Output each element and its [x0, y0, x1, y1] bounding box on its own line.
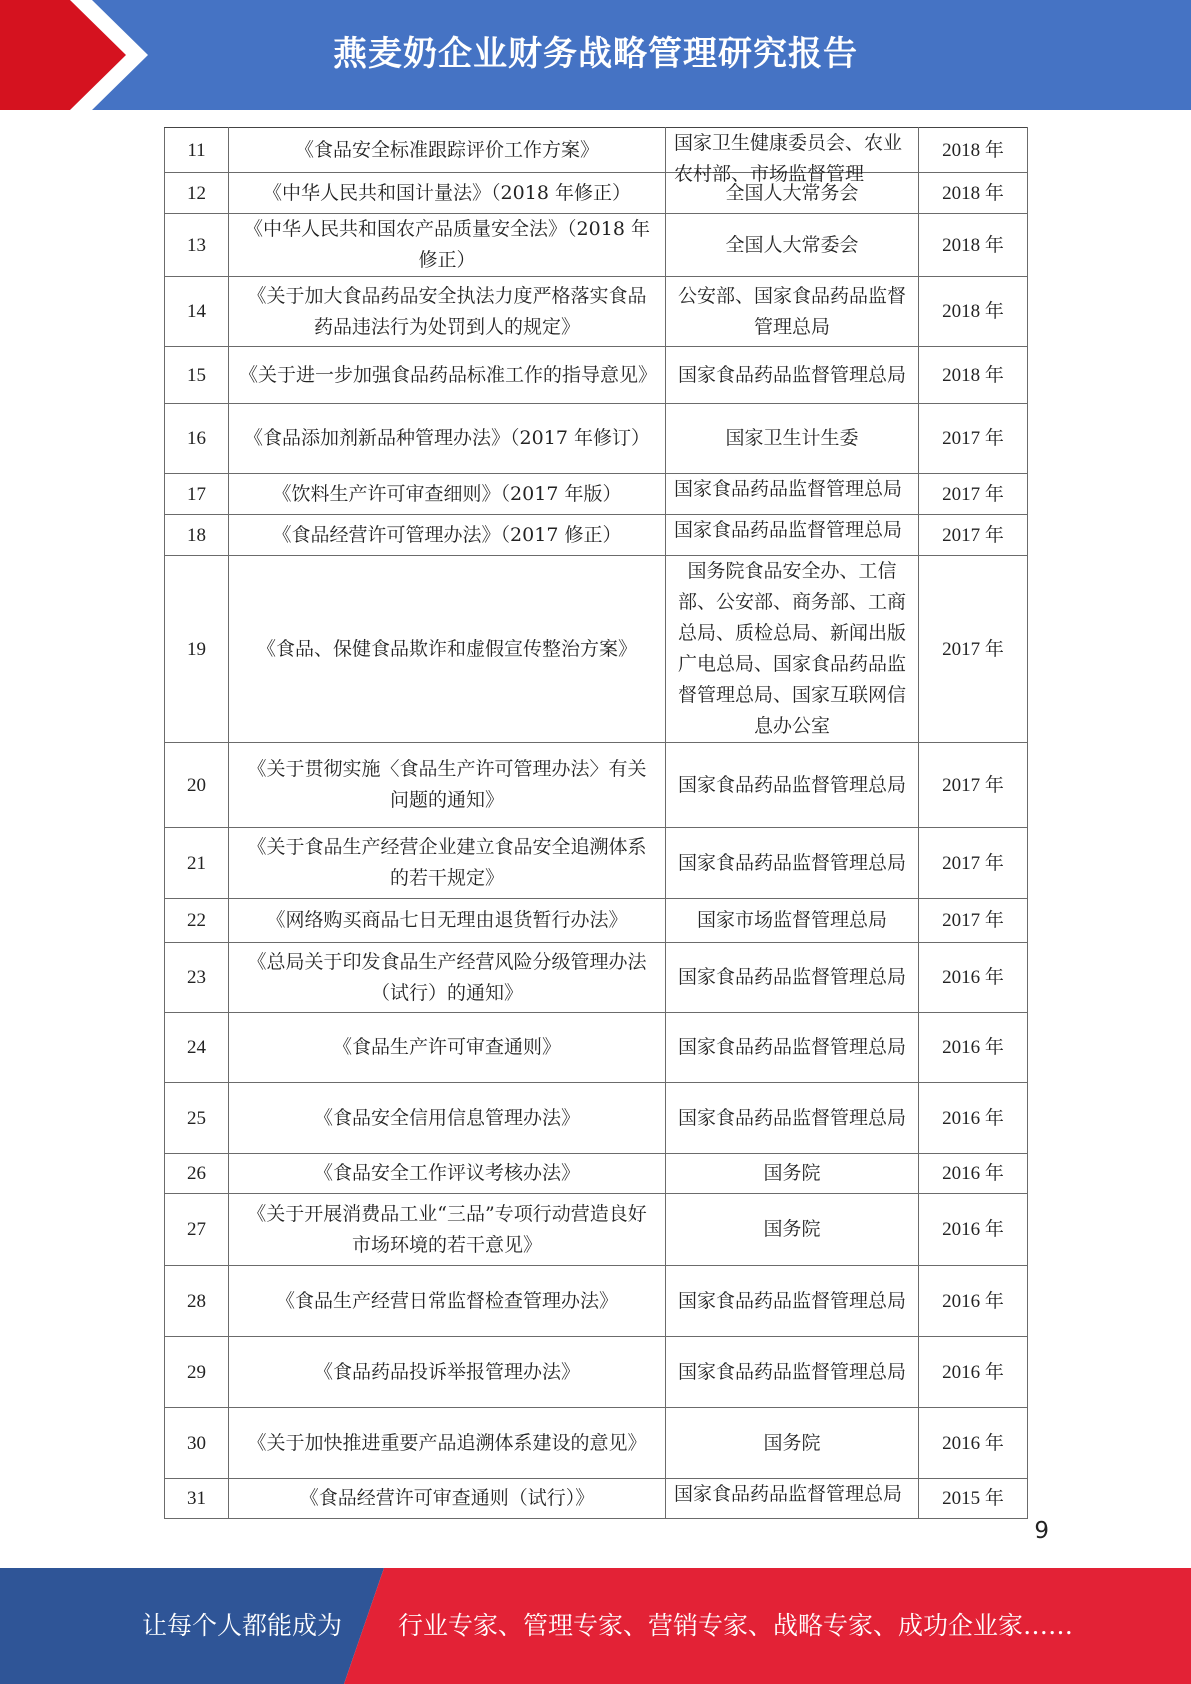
- table-row: [165, 347, 1028, 404]
- regulation-name: 《关于食品生产经营企业建立食品安全追溯体系的若干规定》: [229, 828, 666, 899]
- table-row: [165, 828, 1028, 899]
- header-banner: [0, 0, 1191, 110]
- regulation-name: 《关于进一步加强食品药品标准工作的指导意见》: [229, 347, 666, 404]
- regulation-name: 《食品生产许可审查通则》: [229, 1013, 666, 1083]
- footer-banner: [0, 1568, 1191, 1684]
- table-row: [165, 556, 1028, 743]
- issuing-authority-text: 国家食品药品监督管理总局: [674, 478, 903, 500]
- table-row: [165, 404, 1028, 474]
- issuing-authority: 国家食品药品监督管理总局: [666, 1083, 919, 1154]
- table-row: [165, 1194, 1028, 1266]
- issue-year: 2018 年: [919, 277, 1028, 347]
- table-row: [165, 743, 1028, 828]
- issuing-authority: [666, 474, 919, 515]
- footer-slogan-right: 行业专家、管理专家、营销专家、战略专家、成功企业家……: [398, 1611, 1074, 1640]
- issuing-authority: 国家食品药品监督管理总局: [666, 1266, 919, 1337]
- row-number: 31: [165, 1479, 229, 1519]
- issuing-authority: 国务院: [666, 1154, 919, 1194]
- regulation-name: 《食品生产经营日常监督检查管理办法》: [229, 1266, 666, 1337]
- issue-year: 2016 年: [919, 1408, 1028, 1479]
- regulation-name: 《食品、保健食品欺诈和虚假宣传整治方案》: [229, 556, 666, 743]
- issue-year: 2016 年: [919, 1013, 1028, 1083]
- page-number: 9: [1034, 1518, 1049, 1544]
- issue-year: 2017 年: [919, 474, 1028, 515]
- row-number: 26: [165, 1154, 229, 1194]
- issue-year: 2016 年: [919, 1154, 1028, 1194]
- issuing-authority-text: 国家卫生健康委员会、农业农村部、市场监督管理: [674, 132, 903, 185]
- row-number: 14: [165, 277, 229, 347]
- row-number: 28: [165, 1266, 229, 1337]
- table-row: [165, 1154, 1028, 1194]
- issue-year: 2017 年: [919, 556, 1028, 743]
- table-row: [165, 1479, 1028, 1519]
- issuing-authority: 国务院: [666, 1194, 919, 1266]
- issue-year: 2017 年: [919, 828, 1028, 899]
- issuing-authority: 国家食品药品监督管理总局: [666, 347, 919, 404]
- issue-year: 2017 年: [919, 899, 1028, 943]
- row-number: 19: [165, 556, 229, 743]
- regulation-name: 《中华人民共和国计量法》（2018 年修正）: [229, 173, 666, 214]
- table-row: [165, 1083, 1028, 1154]
- table-row: [165, 128, 1028, 173]
- regulation-name: 《中华人民共和国农产品质量安全法》（2018 年修正）: [229, 214, 666, 277]
- regulation-name: 《食品经营许可管理办法》（2017 修正）: [229, 515, 666, 556]
- row-number: 27: [165, 1194, 229, 1266]
- table-row: [165, 899, 1028, 943]
- issue-year: 2017 年: [919, 515, 1028, 556]
- table-row: [165, 277, 1028, 347]
- row-number: 22: [165, 899, 229, 943]
- row-number: 17: [165, 474, 229, 515]
- issue-year: 2016 年: [919, 1266, 1028, 1337]
- row-number: 15: [165, 347, 229, 404]
- issuing-authority: 全国人大常委会: [666, 214, 919, 277]
- row-number: 25: [165, 1083, 229, 1154]
- table-row: [165, 943, 1028, 1013]
- row-number: 18: [165, 515, 229, 556]
- row-number: 23: [165, 943, 229, 1013]
- table-row: [165, 515, 1028, 556]
- issuing-authority: 国家食品药品监督管理总局: [666, 828, 919, 899]
- table-row: [165, 214, 1028, 277]
- row-number: 24: [165, 1013, 229, 1083]
- table-row: [165, 1266, 1028, 1337]
- issuing-authority: 国家食品药品监督管理总局: [666, 1013, 919, 1083]
- issue-year: 2015 年: [919, 1479, 1028, 1519]
- row-number: 12: [165, 173, 229, 214]
- issuing-authority: [666, 1479, 919, 1519]
- issue-year: 2018 年: [919, 128, 1028, 173]
- issuing-authority: 国家卫生计生委: [666, 404, 919, 474]
- issue-year: 2018 年: [919, 214, 1028, 277]
- row-number: 29: [165, 1337, 229, 1408]
- regulation-name: 《关于加快推进重要产品追溯体系建设的意见》: [229, 1408, 666, 1479]
- document-title: 燕麦奶企业财务战略管理研究报告: [333, 34, 858, 74]
- issuing-authority: 全国人大常务会: [666, 173, 919, 214]
- issuing-authority: 公安部、国家食品药品监督管理总局: [666, 277, 919, 347]
- issue-year: 2018 年: [919, 173, 1028, 214]
- issuing-authority: 国务院: [666, 1408, 919, 1479]
- issue-year: 2016 年: [919, 943, 1028, 1013]
- regulation-name: 《总局关于印发食品生产经营风险分级管理办法（试行）的通知》: [229, 943, 666, 1013]
- regulation-name: 《饮料生产许可审查细则》（2017 年版）: [229, 474, 666, 515]
- row-number: 11: [165, 128, 229, 173]
- table-row: [165, 173, 1028, 214]
- issuing-authority: 国家食品药品监督管理总局: [666, 1337, 919, 1408]
- regulation-name: 《关于贯彻实施〈食品生产许可管理办法〉有关问题的通知》: [229, 743, 666, 828]
- issuing-authority-text: 国家食品药品监督管理总局: [674, 519, 903, 541]
- issue-year: 2018 年: [919, 347, 1028, 404]
- issuing-authority: 国务院食品安全办、工信部、公安部、商务部、工商总局、质检总局、新闻出版广电总局、国家食品药品监督管理总局、国家互联网信息办公室: [666, 556, 919, 743]
- regulation-name: 《食品药品投诉举报管理办法》: [229, 1337, 666, 1408]
- footer-slogan-left: 让每个人都能成为: [142, 1611, 343, 1640]
- issue-year: 2016 年: [919, 1194, 1028, 1266]
- row-number: 13: [165, 214, 229, 277]
- issuing-authority: [666, 128, 919, 185]
- issuing-authority: 国家食品药品监督管理总局: [666, 743, 919, 828]
- regulation-name: 《关于开展消费品工业“三品”专项行动营造良好市场环境的若干意见》: [229, 1194, 666, 1266]
- table-row: [165, 1013, 1028, 1083]
- table-row: [165, 474, 1028, 515]
- table-row: [165, 1337, 1028, 1408]
- issue-year: 2017 年: [919, 743, 1028, 828]
- table-row: [165, 1408, 1028, 1479]
- regulation-name: 《食品安全标准跟踪评价工作方案》: [229, 128, 666, 173]
- row-number: 30: [165, 1408, 229, 1479]
- regulation-name: 《网络购买商品七日无理由退货暂行办法》: [229, 899, 666, 943]
- issue-year: 2016 年: [919, 1083, 1028, 1154]
- regulations-table: [164, 127, 1028, 1519]
- row-number: 20: [165, 743, 229, 828]
- issuing-authority-text: 国家食品药品监督管理总局: [674, 1483, 903, 1505]
- regulation-name: 《食品添加剂新品种管理办法》（2017 年修订）: [229, 404, 666, 474]
- issuing-authority: 国家食品药品监督管理总局: [666, 943, 919, 1013]
- issue-year: 2017 年: [919, 404, 1028, 474]
- issuing-authority: [666, 515, 919, 556]
- issue-year: 2016 年: [919, 1337, 1028, 1408]
- regulation-name: 《关于加大食品药品安全执法力度严格落实食品药品违法行为处罚到人的规定》: [229, 277, 666, 347]
- row-number: 21: [165, 828, 229, 899]
- regulation-name: 《食品安全工作评议考核办法》: [229, 1154, 666, 1194]
- row-number: 16: [165, 404, 229, 474]
- regulation-name: 《食品经营许可审查通则（试行）》: [229, 1479, 666, 1519]
- issuing-authority: 国家市场监督管理总局: [666, 899, 919, 943]
- regulation-name: 《食品安全信用信息管理办法》: [229, 1083, 666, 1154]
